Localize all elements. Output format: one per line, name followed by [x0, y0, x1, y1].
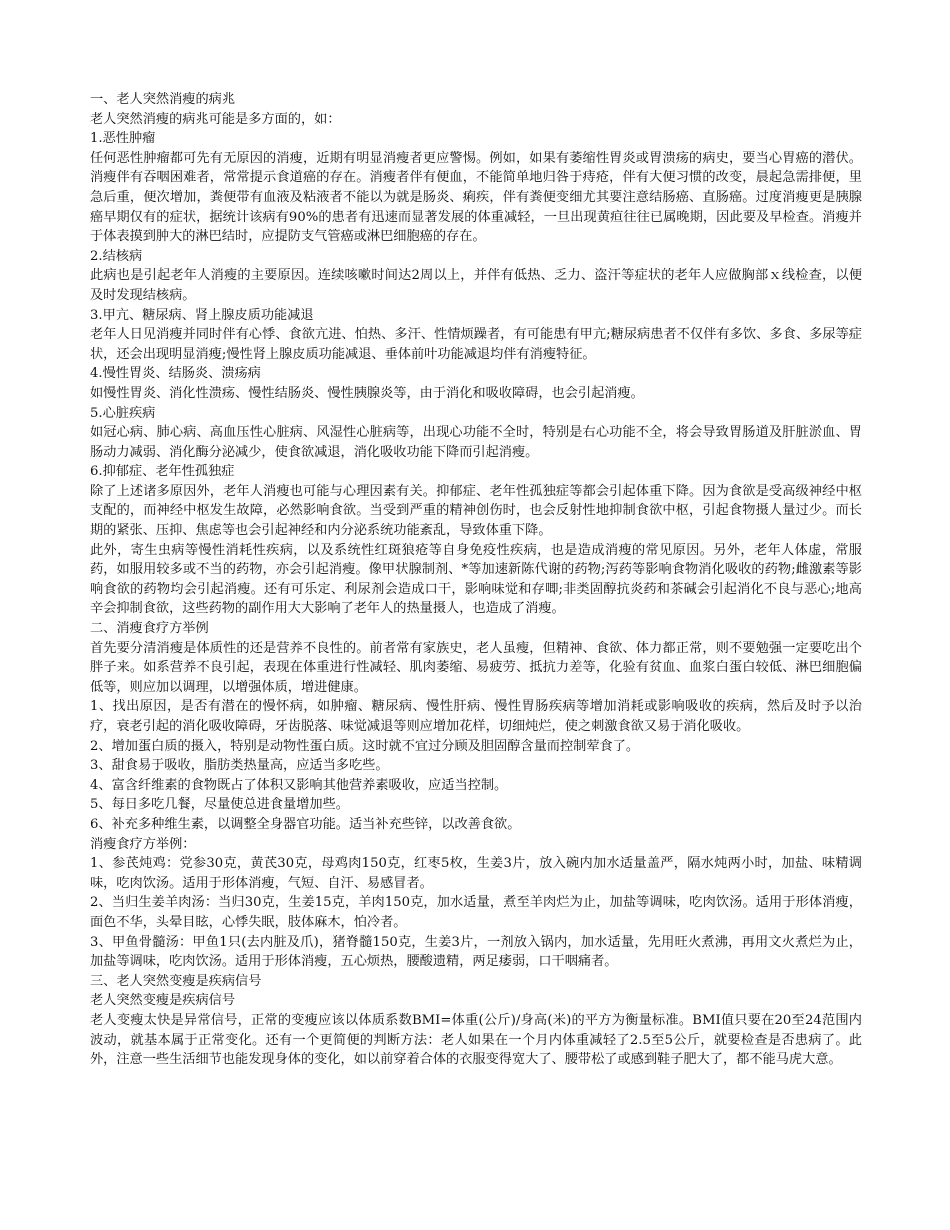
- subheading-2: 2.结核病: [90, 248, 143, 264]
- paragraph: 5、每日多吃几餐，尽量使总进食量增加些。: [90, 797, 349, 813]
- paragraph: 此外，寄生虫病等慢性消耗性疾病，以及系统性红斑狼疮等自身免疫性疾病，也是造成消瘦的常见原因。另外，老年人体虚，常服药，如服用较多或不当的药物，亦会引起消瘦。像甲状腺制剂、*等加速新陈代谢的药物;泻药等影响食物消化吸收的药物;雌激素等影响食欲的药物均会引起消瘦。还有可乐定、利尿剂会造成口干，影响味觉和存唧;非类固醇抗炎药和茶碱会引起消化不良与恶心;地高辛会抑制食欲，这些药物的副作用大大影响了老年人的热量摄人，也造成了消瘦。: [90, 542, 862, 617]
- section-heading-3: 三、老人突然变瘦是疾病信号: [90, 973, 262, 989]
- subheading-4: 4.慢性胃炎、结肠炎、溃疡病: [90, 366, 261, 382]
- paragraph: 如慢性胃炎、消化性溃疡、慢性结肠炎、慢性胰腺炎等，由于消化和吸收障碍，也会引起消瘦。: [90, 385, 644, 401]
- paragraph: 2、当归生姜羊肉汤：当归30克，生姜15克，羊肉150克，加水适量，煮至羊肉烂为止，加盐等调味，吃肉饮汤。适用于形体消瘦，面色不华，头晕目眩，心悸失眠，肢体麻木，怕冷者。: [90, 895, 862, 930]
- paragraph: 任何恶性肿瘤都可先有无原因的消瘦，近期有明显消瘦者更应警惕。例如，如果有萎缩性胃炎或胃溃疡的病史，要当心胃癌的潜伏。消瘦伴有吞咽困难者，常常提示食道癌的存在。消瘦者伴有便血，不能简单地归咎于痔疮，伴有大便习惯的改变，晨起急需排便，里急后重，便次增加，粪便带有血液及粘液者不能以为就是肠炎、痢疾，伴有粪便变细尤其要注意结肠癌、直肠癌。过度消瘦更是胰腺癌早期仅有的症状，据统计该病有90%的患者有迅速而显著发展的体重减轻，一旦出现黄疸往往已属晚期，因此要及早检查。消瘦并于体表摸到肿大的淋巴结时，应提防支气管癌或淋巴细胞癌的存在。: [90, 150, 862, 245]
- subheading-3: 3.甲亢、糖尿病、肾上腺皮质功能减退: [90, 307, 314, 323]
- paragraph: 老年人日见消瘦并同时伴有心悸、食欲亢进、怕热、多汗、性情烦躁者，有可能患有甲亢;糖尿病患者不仅伴有多饮、多食、多尿等症状，还会出现明显消瘦;慢性肾上腺皮质功能减退、垂体前叶功能减退均伴有消瘦特征。: [90, 327, 862, 362]
- document-body: [90, 90, 862, 1070]
- paragraph: 4、富含纤维素的食物既占了体积又影响其他营养素吸收，应适当控制。: [90, 777, 508, 793]
- paragraph: 如冠心病、肺心病、高血压性心脏病、风湿性心脏病等，出现心功能不全时，特别是右心功能不全，将会导致胃肠道及肝脏淤血、胃肠动力减弱、消化酶分泌减少，使食欲减退，消化吸收功能下降而引起消瘦。: [90, 425, 862, 460]
- section-heading-2: 二、消瘦食疗方举例: [90, 621, 209, 637]
- paragraph: 除了上述诸多原因外，老年人消瘦也可能与心理因素有关。抑郁症、老年性孤独症等都会引起体重下降。因为食欲是受高级神经中枢支配的，而神经中枢发生故障，必然影响食欲。当受到严重的精神创伤时，也会反射性地抑制食欲中枢，引起食物摄人量过少。而长期的紧张、压抑、焦虑等也会引起神经和内分泌系统功能紊乱，导致体重下降。: [90, 483, 862, 539]
- paragraph: 此病也是引起老年人消瘦的主要原因。连续咳嗽时间达2周以上，并伴有低热、乏力、盗汗等症状的老年人应做胸部ｘ线检查，以便及时发现结核病。: [90, 268, 862, 303]
- paragraph: 2、增加蛋白质的摄入，特别是动物性蛋白质。这时就不宜过分顾及胆固醇含量而控制荤食了。: [90, 738, 640, 754]
- paragraph: 1、参芪炖鸡：党参30克，黄芪30克，母鸡肉150克，红枣5枚，生姜3片，放入碗内加水适量盖严，隔水炖两小时，加盐、味精调味，吃肉饮汤。适用于形体消瘦，气短、自汗、易感冒者。: [90, 856, 862, 891]
- paragraph: 老人突然变瘦是疾病信号: [90, 993, 236, 1009]
- subheading-1: 1.恶性肿瘤: [90, 131, 156, 147]
- section-heading-1: 一、老人突然消瘦的病兆: [90, 92, 236, 107]
- subheading-5: 5.心脏疾病: [90, 405, 156, 421]
- paragraph: 3、甲鱼骨髓汤：甲鱼1只(去内脏及爪)，猪脊髓150克，生姜3片，一剂放入锅内，加水适量，先用旺火煮沸，再用文火煮烂为止，加盐等调味，吃肉饮汤。适用于形体消瘦，五心烦热，腰酸遗精，两足痿弱，口干咽痛者。: [90, 934, 862, 970]
- paragraph: 1、找出原因，是否有潜在的慢怀病，如肿瘤、糖尿病、慢性肝病、慢性胃肠疾病等增加消耗或影响吸收的疾病，然后及时予以治疗，衰老引起的消化吸收障碍，牙齿脱落、味觉减退等则应增加花样，切细炖烂，使之刺激食欲又易于消化吸收。: [90, 699, 862, 734]
- paragraph: 首先要分清消瘦是体质性的还是营养不良性的。前者常有家族史，老人虽瘦，但精神、食欲、体力都正常，则不要勉强一定要吃出个胖子来。如系营养不良引起，表现在体重进行性减轻、肌肉萎缩、易疲劳、抵抗力差等，化验有贫血、血浆白蛋白较低、淋巴细胞偏低等，则应加以调理，以增强体质，增进健康。: [90, 640, 862, 695]
- paragraph: 老人变瘦太快是异常信号，正常的变瘦应该以体质系数BMI=体重(公斤)/身高(米)的平方为衡量标准。BMI值只要在20至24范围内波动，就基本属于正常变化。还有一个更简便的判断方法：老人如果在一个月内体重减轻了2.5至5公斤，就要检查是否患病了。此外，注意一些生活细节也能发现身体的变化，如以前穿着合体的衣服变得宽大了、腰带松了或感到鞋子肥大了，都不能马虎大意。: [90, 1012, 862, 1068]
- paragraph: 6、补充多种维生素，以调整全身器官功能。适当补充些锌，以改善食欲。: [90, 816, 521, 832]
- paragraph: 3、甜食易于吸收，脂肪类热量高，应适当多吃些。: [90, 758, 389, 774]
- paragraph: 消瘦食疗方举例：: [90, 836, 196, 852]
- subheading-6: 6.抑郁症、老年性孤独症: [90, 464, 235, 480]
- paragraph: 老人突然消瘦的病兆可能是多方面的，如：: [90, 111, 341, 127]
